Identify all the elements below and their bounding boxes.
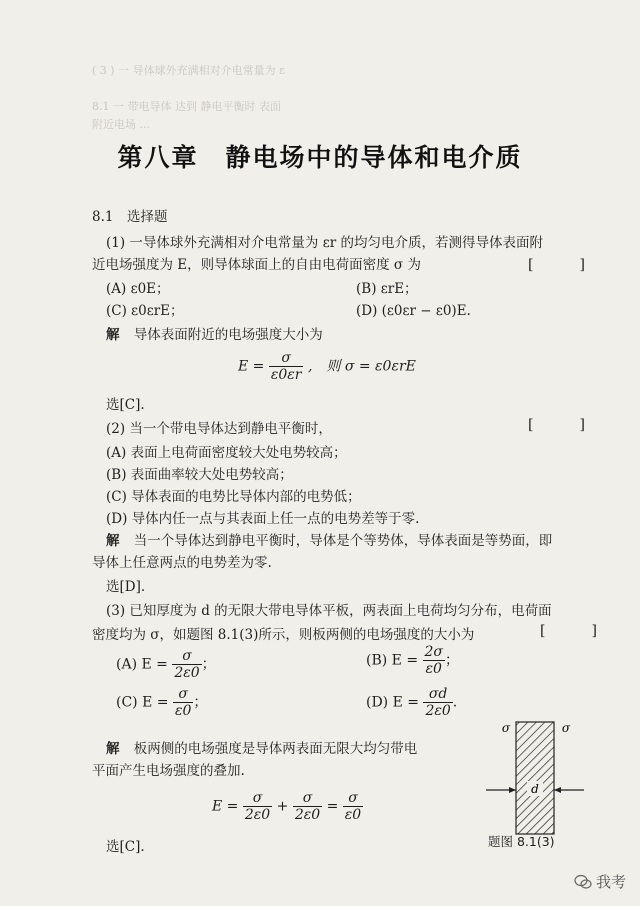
watermark-text: 我考 [595,873,626,891]
q1-answer-bracket: [ ] [528,257,591,273]
chat-bubble-icon [574,874,592,890]
q3-option-d-den: 2ε0 [425,703,451,719]
sigma-left-label: σ [501,721,511,735]
q3-answer-bracket: [ ] [540,623,603,639]
q2-solution-text2: 导体上任意两点的电势差为零. [92,555,272,571]
q2-option-d: (D) 导体内任一点与其表面上任一点的电势差等于零. [106,511,420,527]
q2-solution-line1 [106,532,552,550]
q3-option-a [116,648,216,681]
watermark [574,871,626,892]
q3-option-b-punct: ； [444,652,459,669]
q3-eq-plus: + [276,798,289,815]
right-arrowhead-icon [554,787,561,793]
q3-eq-term1-den: 2ε0 [244,807,271,823]
q3-option-c-punct: ； [193,694,208,711]
q3-answer: 选[C]. [106,839,145,855]
q1-stem-line1: (1) 一导体球外充满相对介电常量为 εr 的均匀电介质，若测得导体表面附 [106,235,543,251]
q3-stem-line2: 密度均为 σ，如题图 8.1(3)所示，则板两侧的电场强度的大小为 [92,627,475,643]
q3-eq-term2-den: 2ε0 [294,807,321,823]
q1-eq-num: σ [269,350,304,367]
bleed-through-text: 8.1 一 带电导体 达到 静电平衡时 表面 [92,100,281,113]
q3-option-c-label: (C) E = [116,694,169,711]
sigma-right-label: σ [561,721,571,735]
q2-solution-label: 解 [106,533,120,549]
q3-option-b [366,644,459,677]
q3-option-c [116,686,207,719]
q2-option-b: (B) 表面曲率较大处电势较高； [106,467,293,483]
q3-option-a-num: σ [172,648,201,665]
q3-option-d-num: σd [423,686,452,703]
left-arrowhead-icon [509,787,516,793]
q3-eq-term1-num: σ [243,790,272,807]
q1-eq-den: ε0εr [270,367,302,383]
q3-option-c-fraction [173,686,193,719]
q3-equation [212,790,363,823]
q3-eq-term1 [243,790,272,823]
q3-option-b-den: ε0 [425,661,442,677]
q3-option-c-num: σ [173,686,193,703]
q3-option-a-label: (A) E = [116,656,168,673]
q3-eq-term3-num: σ [343,790,363,807]
q3-option-d [366,686,457,719]
q3-eq-term2 [293,790,322,823]
q2-solution-text1: 当一个导体达到静电平衡时，导体是个等势体，导体表面是等势面，即 [133,533,553,549]
q3-stem-line1: (3) 已知厚度为 d 的无限大带电导体平板，两表面上电荷均匀分布，电荷面 [106,603,552,619]
q3-option-c-den: ε0 [174,703,192,719]
q3-option-a-punct: ； [201,656,216,673]
bleed-through-text: ( 3 ) 一 导体球外充满相对介电常量为 ε [92,64,285,77]
q1-solution-text: 导体表面附近的电场强度大小为 [133,327,323,343]
q1-answer: 选[C]. [106,397,145,413]
q1-solution-label: 解 [106,327,120,343]
q3-eq-term3-den: ε0 [344,807,362,823]
q3-solution-label: 解 [106,741,120,757]
q1-option-a: (A) ε0E； [106,281,170,297]
q1-equation [238,350,416,383]
q3-option-d-label: (D) E = [366,694,419,711]
q3-eq-term3 [343,790,363,823]
q1-eq-rhs: , 则 σ = ε0εrE [307,358,416,375]
bleed-through-text: 附近电场 ... [92,118,150,131]
q3-solution-text1: 板两侧的电场强度是导体两表面无限大均匀带电 [133,741,418,757]
q1-solution-line [106,326,323,344]
q2-answer: 选[D]. [106,579,146,595]
q3-option-a-den: 2ε0 [174,665,200,681]
q3-eq-equals: = [326,798,339,815]
q3-eq-term2-num: σ [293,790,322,807]
q3-option-d-fraction [423,686,452,719]
q2-option-a: (A) 表面上电荷面密度较大处电势较高； [106,445,347,461]
q2-stem: (2) 当一个带电导体达到静电平衡时， [106,421,332,437]
q3-option-b-label: (B) E = [366,652,419,669]
chapter-title: 第八章 静电场中的导体和电介质 [117,143,523,172]
q3-option-b-num: 2σ [424,644,443,660]
q2-answer-bracket: [ ] [528,417,591,433]
q3-solution-line1 [106,740,417,758]
q3-solution-text2: 平面产生电场强度的叠加. [92,763,245,779]
figure-caption: 题图 8.1(3) [488,834,555,849]
thickness-label: d [531,782,539,796]
plate-hatched-slab [516,722,554,834]
q3-eq-lhs: E = [212,798,239,815]
q2-option-c: (C) 导体表面的电势比导体内部的电势低； [106,489,361,505]
q1-option-b: (B) εrE； [356,281,418,297]
q3-option-d-punct: . [452,694,458,711]
q3-option-a-fraction [172,648,201,681]
q1-option-d: (D) (ε0εr − ε0)E. [356,303,471,319]
q1-stem-line2: 近电场强度为 E，则导体球面上的自由电荷面密度 σ 为 [92,257,421,273]
section-heading: 8.1 选择题 [92,209,168,225]
q1-option-c: (C) ε0εrE； [106,303,184,319]
q3-option-b-fraction [423,644,445,677]
q1-eq-lhs: E = [238,358,265,375]
q1-eq-fraction [269,350,304,383]
